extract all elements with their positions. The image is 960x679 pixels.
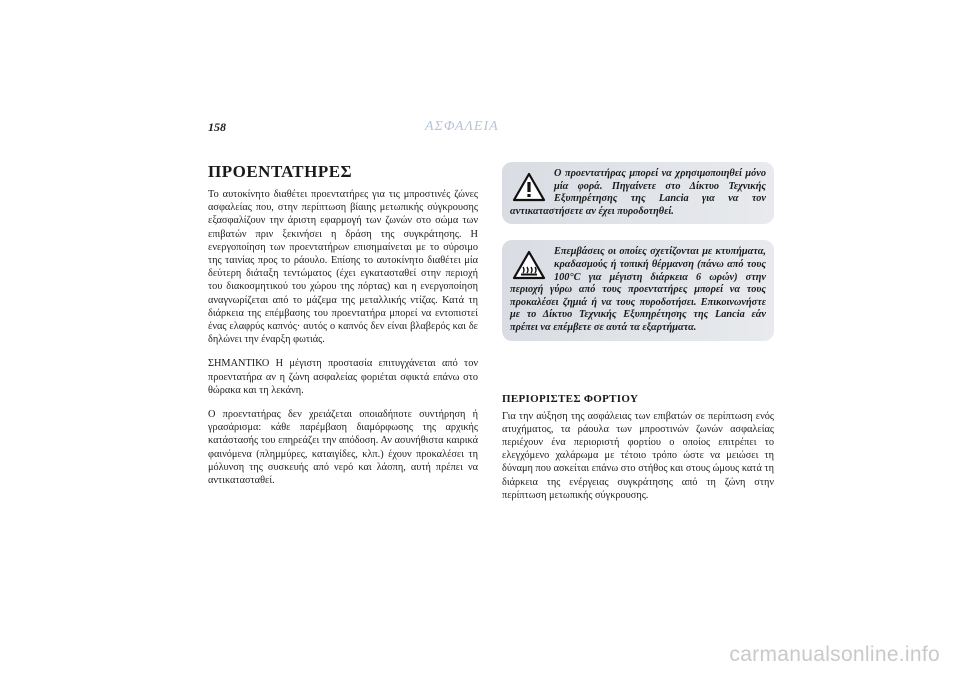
hot-surface-warning-icon: [512, 250, 546, 280]
warning-text-single-use: Ο προεντατήρας μπορεί να χρησιμοποιηθεί μόνο μία φορά. Πηγαίνετε στο Δίκτυο Τεχνικής Εξυπηρέτησης της Lancia για να τον αντικαταστήσετε αν έχει πυροδοτηθεί.: [510, 168, 766, 217]
warning-text-heat: Επεμβάσεις οι οποίες σχετίζονται με κτυπήματα, κραδασμούς ή τοπική θέρμανση (πάνω από τους 100°C για μέγιστη διάρκεια 6 ωρών) στην περιοχή γύρω από τους προεντατήρες μπορεί να τους προκαλέσει ζημιά ή να τους πυροδοτήσει. Επικοινωνήστε με το Δίκτυο Τεχνικής Εξυπηρέτησης της Lancia εάν πρέπει να επέμβετε σε αυτά τα εξαρτήματα.: [510, 246, 766, 333]
paragraph-maintenance: Ο προεντατήρας δεν χρειάζεται οποιαδήποτε συντήρηση ή γρασάρισμα: κάθε παρέμβαση διαμόρφωσης της αρχικής κατάστασής του επηρεάζει την απόδοση. Αν ασυνήθιστα καιρικά φαινόμενα (πλημμύρες, καταιγίδες, κλπ.) έχουν προκαλέσει τη μόλυνση της συσκευής από νερό και λάσπη, αυτή πρέπει να αντικατασταθεί.: [208, 409, 478, 487]
paragraph-important: ΣΗΜΑΝΤΙΚΟ Η μέγιστη προστασία επιτυγχάνεται από τον προεντατήρα αν η ζώνη ασφαλείας φοριέται σφικτά επάνω στο θώρακα και τη λεκάνη.: [208, 358, 478, 396]
left-column: [208, 162, 478, 498]
warning-triangle-icon: [512, 172, 546, 202]
warning-box-heat: [502, 240, 774, 340]
page-number: 158: [208, 120, 226, 134]
paragraph-pretensioners: Το αυτοκίνητο διαθέτει προεντατήρες για τις μπροστινές ζώνες ασφαλείας που, στην περίπτωση βίαιης μετωπικής σύγκρουσης εξασφαλίζουν την άριστη εφαρμογή των ζωνών στο σώμα των επιβατών πριν ξεκινήσει η δράση της συγκράτησης. Η ενεργοποίηση των προεντατήρων επισημαίνεται με το σύρσιμο της ταινίας προς το ράουλο. Επίσης το αυτοκίνητο διαθέτει μία δεύτερη διάταξη τεντώματος (έχει εγκατασταθεί στην περιοχή του διακοσμητικού του χώρου της πόρτας) και η ενεργοποίηση αναγνωρίζεται από το μάζεμα της μεταλλικής ντίζας. Κατά τη διάρκεια της επέμβασης του προεντατήρα μπορεί να εντοπιστεί ένας ελαφρύς καπνός· αυτός ο καπνός δεν είναι βλαβερός και δε δηλώνει την έναρξη φωτιάς.: [208, 189, 478, 346]
right-column: [502, 162, 774, 513]
warning-box-single-use: [502, 162, 774, 224]
load-limiters-title: ΠΕΡΙΟΡΙΣΤΕΣ ΦΟΡΤΙΟΥ: [502, 392, 639, 405]
running-head: ΑΣΦΑΛΕΙΑ: [425, 119, 499, 134]
paragraph-load-limiters: Για την αύξηση της ασφάλειας των επιβατών σε περίπτωση ενός ατυχήματος, τα ράουλα των μπροστινών ζωνών ασφαλείας περιέχουν ένα περιοριστή φορτίου ο οποίος επιτρέπει το ελεγχόμενο χαλάρωμα με τέτοιο τρόπο ώστε να μειώσει τη δύναμη που ασκείται επάνω στο στήθος και στους ώμους κατά τη διάρκεια της ενέργειας συγκράτησης από τη ζώνη στην περίπτωση μετωπικής σύγκρουσης.: [502, 410, 774, 501]
section-title: ΠΡΟΕΝΤΑΤΗΡΕΣ: [208, 162, 353, 181]
watermark: carmanualsonline.info: [729, 643, 940, 666]
